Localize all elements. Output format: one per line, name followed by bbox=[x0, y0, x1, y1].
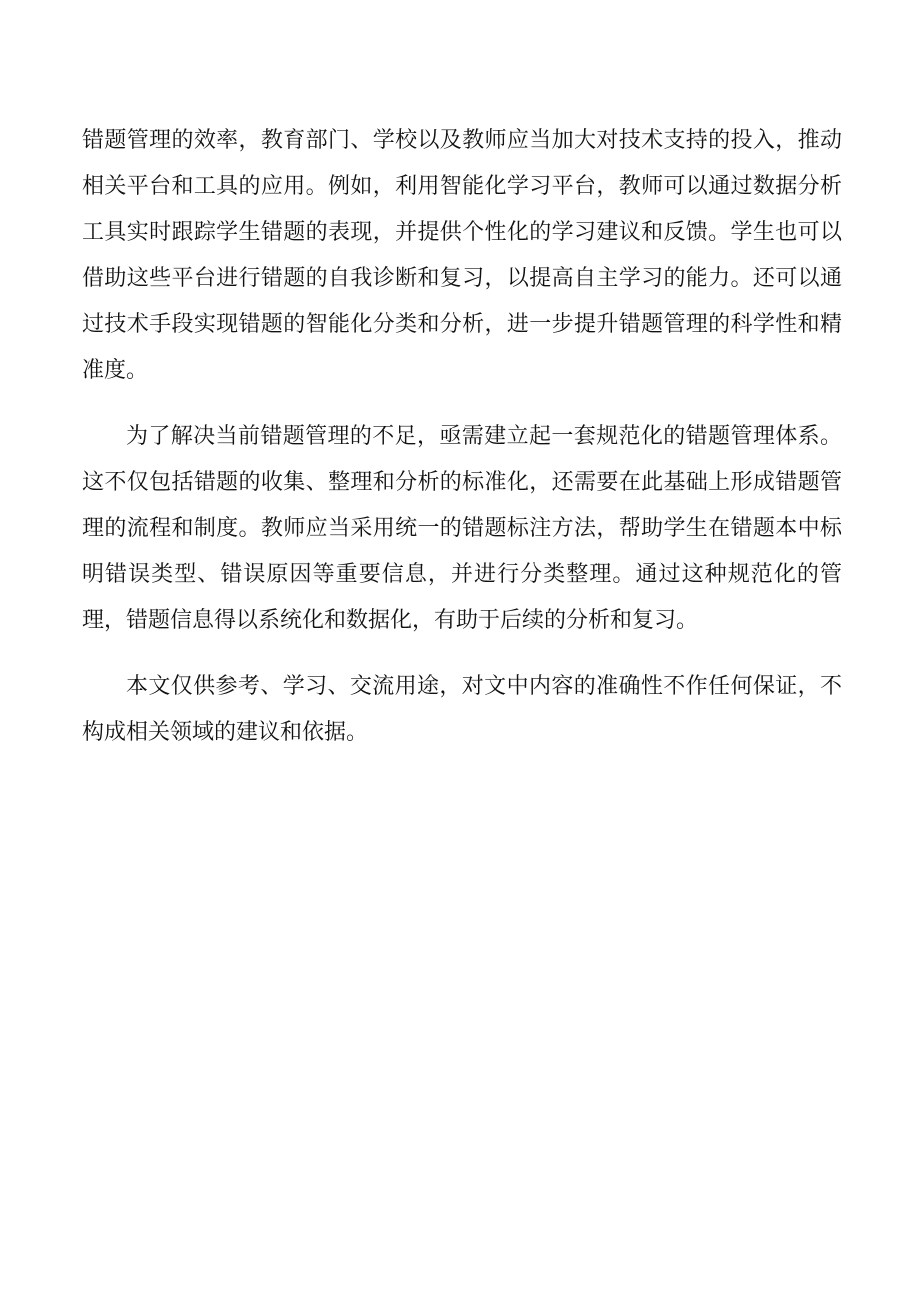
document-body bbox=[82, 118, 842, 756]
paragraph-continuation: 错题管理的效率，教育部门、学校以及教师应当加大对技术支持的投入，推动相关平台和工具的应用。例如，利用智能化学习平台，教师可以通过数据分析工具实时跟踪学生错题的表现，并提供个性化的学习建议和反馈。学生也可以借助这些平台进行错题的自我诊断和复习，以提高自主学习的能力。还可以通过技术手段实现错题的智能化分类和分析，进一步提升错题管理的科学性和精准度。 bbox=[82, 128, 842, 383]
paragraph-disclaimer: 本文仅供参考、学习、交流用途，对文中内容的准确性不作任何保证，不构成相关领域的建议和依据。 bbox=[82, 674, 842, 745]
paragraph-standardization: 为了解决当前错题管理的不足，亟需建立起一套规范化的错题管理体系。这不仅包括错题的收集、整理和分析的标准化，还需要在此基础上形成错题管理的流程和制度。教师应当采用统一的错题标注方法，帮助学生在错题本中标明错误类型、错误原因等重要信息，并进行分类整理。通过这种规范化的管理，错题信息得以系统化和数据化，有助于后续的分析和复习。 bbox=[82, 424, 842, 633]
